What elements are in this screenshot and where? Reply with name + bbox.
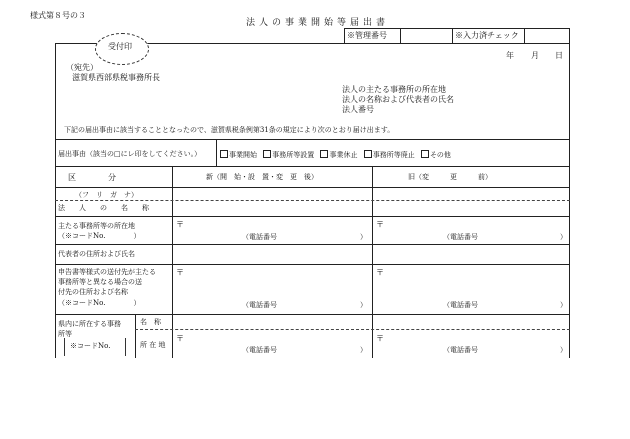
addressee-label: （宛先）	[66, 63, 98, 72]
category-header: 区 分	[68, 173, 116, 182]
phone-close: ）	[360, 301, 367, 309]
send-to-label-2: 事務所等と異なる場合の送	[58, 278, 142, 286]
rep-address-label: 代表者の住所および氏名	[58, 250, 135, 258]
phone-close: ）	[360, 346, 367, 354]
option-start[interactable]: 事業開始	[220, 151, 257, 159]
corp-number-label: 法人番号	[342, 105, 374, 114]
option-other[interactable]: その他	[421, 151, 451, 159]
date-year: 年	[506, 51, 514, 60]
postal-mark: 〒	[376, 334, 384, 343]
reason-label: 届出事由（該当の□にレ印をしてください。）	[58, 150, 202, 158]
addressee-name: 滋賀県西部県税事務所長	[72, 73, 160, 82]
phone-close: ）	[560, 346, 567, 354]
phone-label: （電話番号	[242, 346, 277, 354]
stamp-label: 受付印	[108, 42, 132, 51]
name-rep-label: 法人の名称および代表者の氏名	[342, 95, 454, 104]
checkbox-icon[interactable]	[220, 150, 228, 158]
checkbox-icon[interactable]	[320, 150, 328, 158]
statement-text: 下記の届出事由に該当することとなったので、滋賀県税条例第31条の規定により次のとおり届け出ます。	[64, 126, 395, 134]
phone-label: （電話番号	[242, 301, 277, 309]
postal-mark: 〒	[176, 268, 184, 277]
date-day: 日	[555, 51, 563, 60]
phone-close: ）	[560, 233, 567, 241]
send-to-label-1: 申告書等様式の送付先が主たる	[58, 268, 156, 276]
option-suspend[interactable]: 事業休止	[320, 151, 357, 159]
option-abolish[interactable]: 事務所等廃止	[364, 151, 415, 159]
in-pref-code: ※コードNo.	[70, 342, 111, 350]
input-check-label: ※入力済チェック	[455, 31, 519, 40]
mgmt-number-label: ※管理番号	[347, 31, 387, 40]
checkbox-icon[interactable]	[421, 150, 429, 158]
old-header: 旧（変 更 前）	[408, 173, 492, 181]
send-to-code: （※コードNo. ）	[58, 299, 141, 307]
in-pref-label-1: 県内に所在する事務	[58, 320, 121, 328]
date-month: 月	[531, 51, 539, 60]
phone-close: ）	[560, 301, 567, 309]
checkbox-icon[interactable]	[263, 150, 271, 158]
phone-close: ）	[360, 233, 367, 241]
in-pref-name-label: 名 称	[140, 318, 161, 326]
in-pref-location-label: 所 在 地	[140, 341, 166, 349]
phone-label: （電話番号	[242, 233, 277, 241]
postal-mark: 〒	[376, 220, 384, 229]
new-header: 新（開 始・設 置・変 更 後）	[206, 173, 318, 181]
office-location-label: 法人の主たる事務所の所在地	[342, 85, 446, 94]
postal-mark: 〒	[176, 220, 184, 229]
option-establish[interactable]: 事務所等設置	[263, 151, 314, 159]
postal-mark: 〒	[176, 334, 184, 343]
corp-name-label: 法 人 の 名 称	[58, 204, 149, 212]
reason-options	[220, 150, 451, 160]
postal-mark: 〒	[376, 268, 384, 277]
send-to-label-3: 付先の住所および名称	[58, 288, 128, 296]
form-number: 様式第８号の３	[30, 11, 86, 20]
in-pref-label-2: 所等	[58, 330, 72, 338]
furigana-label: （フ リ ガ ナ）	[75, 191, 138, 199]
checkbox-icon[interactable]	[364, 150, 372, 158]
form-title: 法人の事業開始等届出書	[246, 18, 390, 28]
phone-label: （電話番号	[443, 346, 478, 354]
main-office-code: （※コードNo. ）	[58, 232, 141, 240]
main-office-label: 主たる事務所等の所在地	[58, 222, 135, 230]
phone-label: （電話番号	[443, 233, 478, 241]
phone-label: （電話番号	[443, 301, 478, 309]
